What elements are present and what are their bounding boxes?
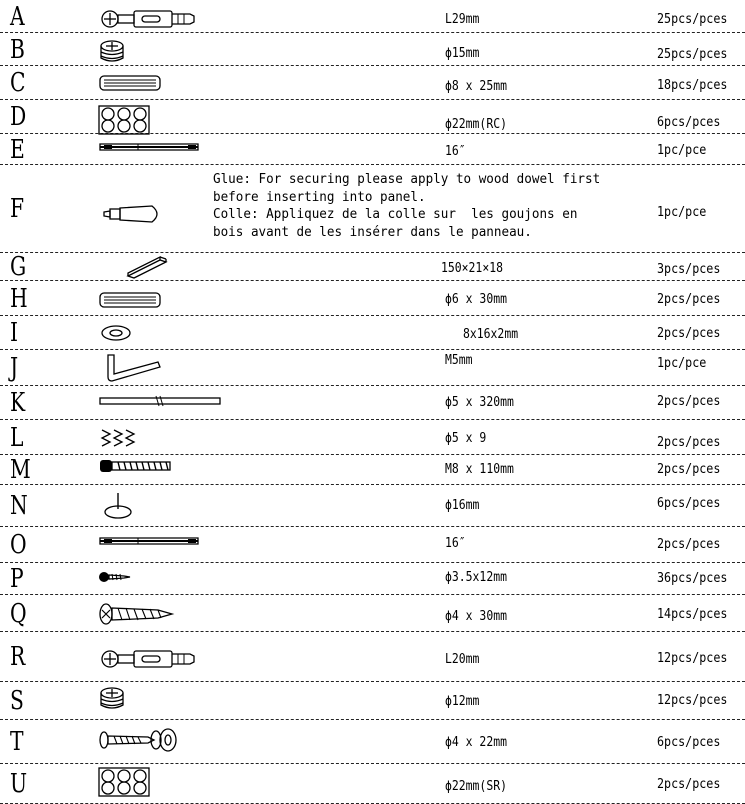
part-letter: M [10, 455, 31, 485]
part-letter: P [10, 564, 24, 594]
cam-bolt-icon [98, 8, 208, 30]
part-row-e [0, 134, 745, 165]
part-quantity: 25pcs/pces [657, 47, 728, 62]
part-letter: G [10, 252, 27, 282]
part-letter: J [10, 353, 19, 383]
part-letter: L [10, 422, 24, 453]
spring-icon [98, 428, 208, 450]
part-spec: L20mm [445, 652, 480, 667]
part-row-r [0, 632, 745, 682]
part-row-q [0, 595, 745, 632]
part-quantity: 18pcs/pces [657, 78, 728, 93]
part-spec: ϕ22mm(RC) [445, 117, 507, 132]
part-letter: N [10, 491, 28, 521]
glue-instructions [213, 171, 630, 241]
part-spec: L29mm [445, 12, 480, 27]
part-quantity: 1pc/pce [657, 143, 707, 158]
part-spec: ϕ3.5x12mm [445, 570, 507, 585]
part-letter: Q [10, 598, 27, 629]
cap-sticker-sheet-icon [98, 767, 208, 797]
long-bolt-icon [98, 458, 208, 474]
drawer-slide-icon [98, 534, 208, 548]
small-screw-icon [98, 571, 208, 583]
part-quantity: 2pcs/pces [657, 394, 721, 409]
part-spec: ϕ4 x 22mm [445, 735, 507, 750]
part-row-o [0, 527, 745, 563]
screw-washer-icon [98, 728, 208, 752]
part-spec: ϕ22mm(SR) [445, 779, 507, 794]
instruction-line: Colle: Appliquez de la colle sur les goujons en [213, 207, 578, 222]
part-spec: 16″ [445, 144, 466, 159]
part-spec: ϕ5 x 9 [445, 431, 487, 446]
part-letter: S [10, 686, 24, 716]
part-row-p [0, 563, 745, 595]
part-quantity: 2pcs/pces [657, 326, 721, 341]
wood-dowel-icon [98, 74, 208, 92]
part-quantity: 2pcs/pces [657, 462, 721, 477]
part-quantity: 2pcs/pces [657, 777, 721, 792]
part-quantity: 2pcs/pces [657, 292, 721, 307]
part-letter: C [10, 68, 26, 98]
instruction-line: before inserting into panel. [213, 189, 426, 205]
part-row-k [0, 386, 745, 420]
part-spec: ϕ5 x 320mm [445, 395, 514, 410]
cam-lock-icon [98, 39, 208, 65]
part-letter: H [10, 283, 28, 314]
part-row-s [0, 682, 745, 720]
part-row-f [0, 165, 745, 253]
part-spec: 8x16x2mm [463, 327, 519, 342]
part-row-n [0, 485, 745, 527]
cam-bolt-icon [98, 648, 208, 670]
allen-key-icon [98, 353, 208, 383]
part-row-a [0, 0, 745, 33]
part-row-h [0, 281, 745, 316]
part-quantity: 1pc/pce [657, 205, 707, 220]
part-row-m [0, 455, 745, 485]
wood-screw-icon [98, 603, 208, 625]
part-row-j [0, 350, 745, 386]
metal-rod-icon [98, 396, 208, 406]
part-letter: A [10, 1, 25, 32]
part-row-l [0, 420, 745, 455]
part-spec: ϕ6 x 30mm [445, 292, 507, 307]
part-spec: ϕ12mm [445, 694, 480, 709]
part-letter: R [10, 642, 26, 672]
part-row-u [0, 764, 745, 804]
part-row-d [0, 100, 745, 134]
part-row-g [0, 253, 745, 281]
part-quantity: 25pcs/pces [657, 12, 728, 27]
part-spec: M5mm [445, 353, 473, 368]
instruction-line: Glue: For securing please apply to wood dowel first [213, 172, 601, 187]
drawer-slide-icon [98, 140, 208, 154]
part-spec: ϕ15mm [445, 46, 480, 61]
part-quantity: 3pcs/pces [657, 262, 721, 277]
washer-icon [98, 324, 208, 342]
part-spec: M8 x 110mm [445, 462, 514, 477]
part-letter: K [10, 388, 26, 418]
part-letter: I [10, 318, 19, 348]
part-letter: E [10, 134, 25, 165]
part-quantity: 12pcs/pces [657, 651, 728, 666]
part-letter: B [10, 34, 25, 65]
part-quantity: 2pcs/pces [657, 435, 721, 450]
part-spec: ϕ4 x 30mm [445, 609, 507, 624]
part-letter: U [10, 769, 28, 799]
part-letter: O [10, 530, 27, 560]
glue-bottle-icon [98, 203, 208, 225]
part-quantity: 36pcs/pces [657, 571, 728, 586]
part-spec: 150×21×18 [441, 261, 503, 276]
part-quantity: 6pcs/pces [657, 735, 721, 750]
part-row-t [0, 720, 745, 764]
part-quantity: 1pc/pce [657, 356, 707, 371]
wood-dowel-icon [98, 291, 208, 309]
part-quantity: 12pcs/pces [657, 693, 728, 708]
part-spec: ϕ8 x 25mm [445, 79, 507, 94]
cap-sticker-sheet-icon [98, 105, 208, 135]
part-quantity: 2pcs/pces [657, 537, 721, 552]
wood-block-icon [98, 256, 208, 278]
part-spec: ϕ16mm [445, 498, 480, 513]
part-quantity: 6pcs/pces [657, 115, 721, 130]
part-letter: D [10, 102, 27, 132]
part-row-c [0, 66, 745, 100]
part-row-b [0, 33, 745, 66]
pin-icon [98, 491, 208, 521]
part-quantity: 14pcs/pces [657, 607, 728, 622]
part-letter: F [10, 194, 25, 224]
cam-lock-icon [98, 686, 208, 712]
part-quantity: 6pcs/pces [657, 496, 721, 511]
part-letter: T [10, 727, 24, 757]
part-row-i [0, 316, 745, 350]
instruction-line: bois avant de les insérer dans le panneau. [213, 224, 532, 240]
part-spec: 16″ [445, 536, 466, 551]
